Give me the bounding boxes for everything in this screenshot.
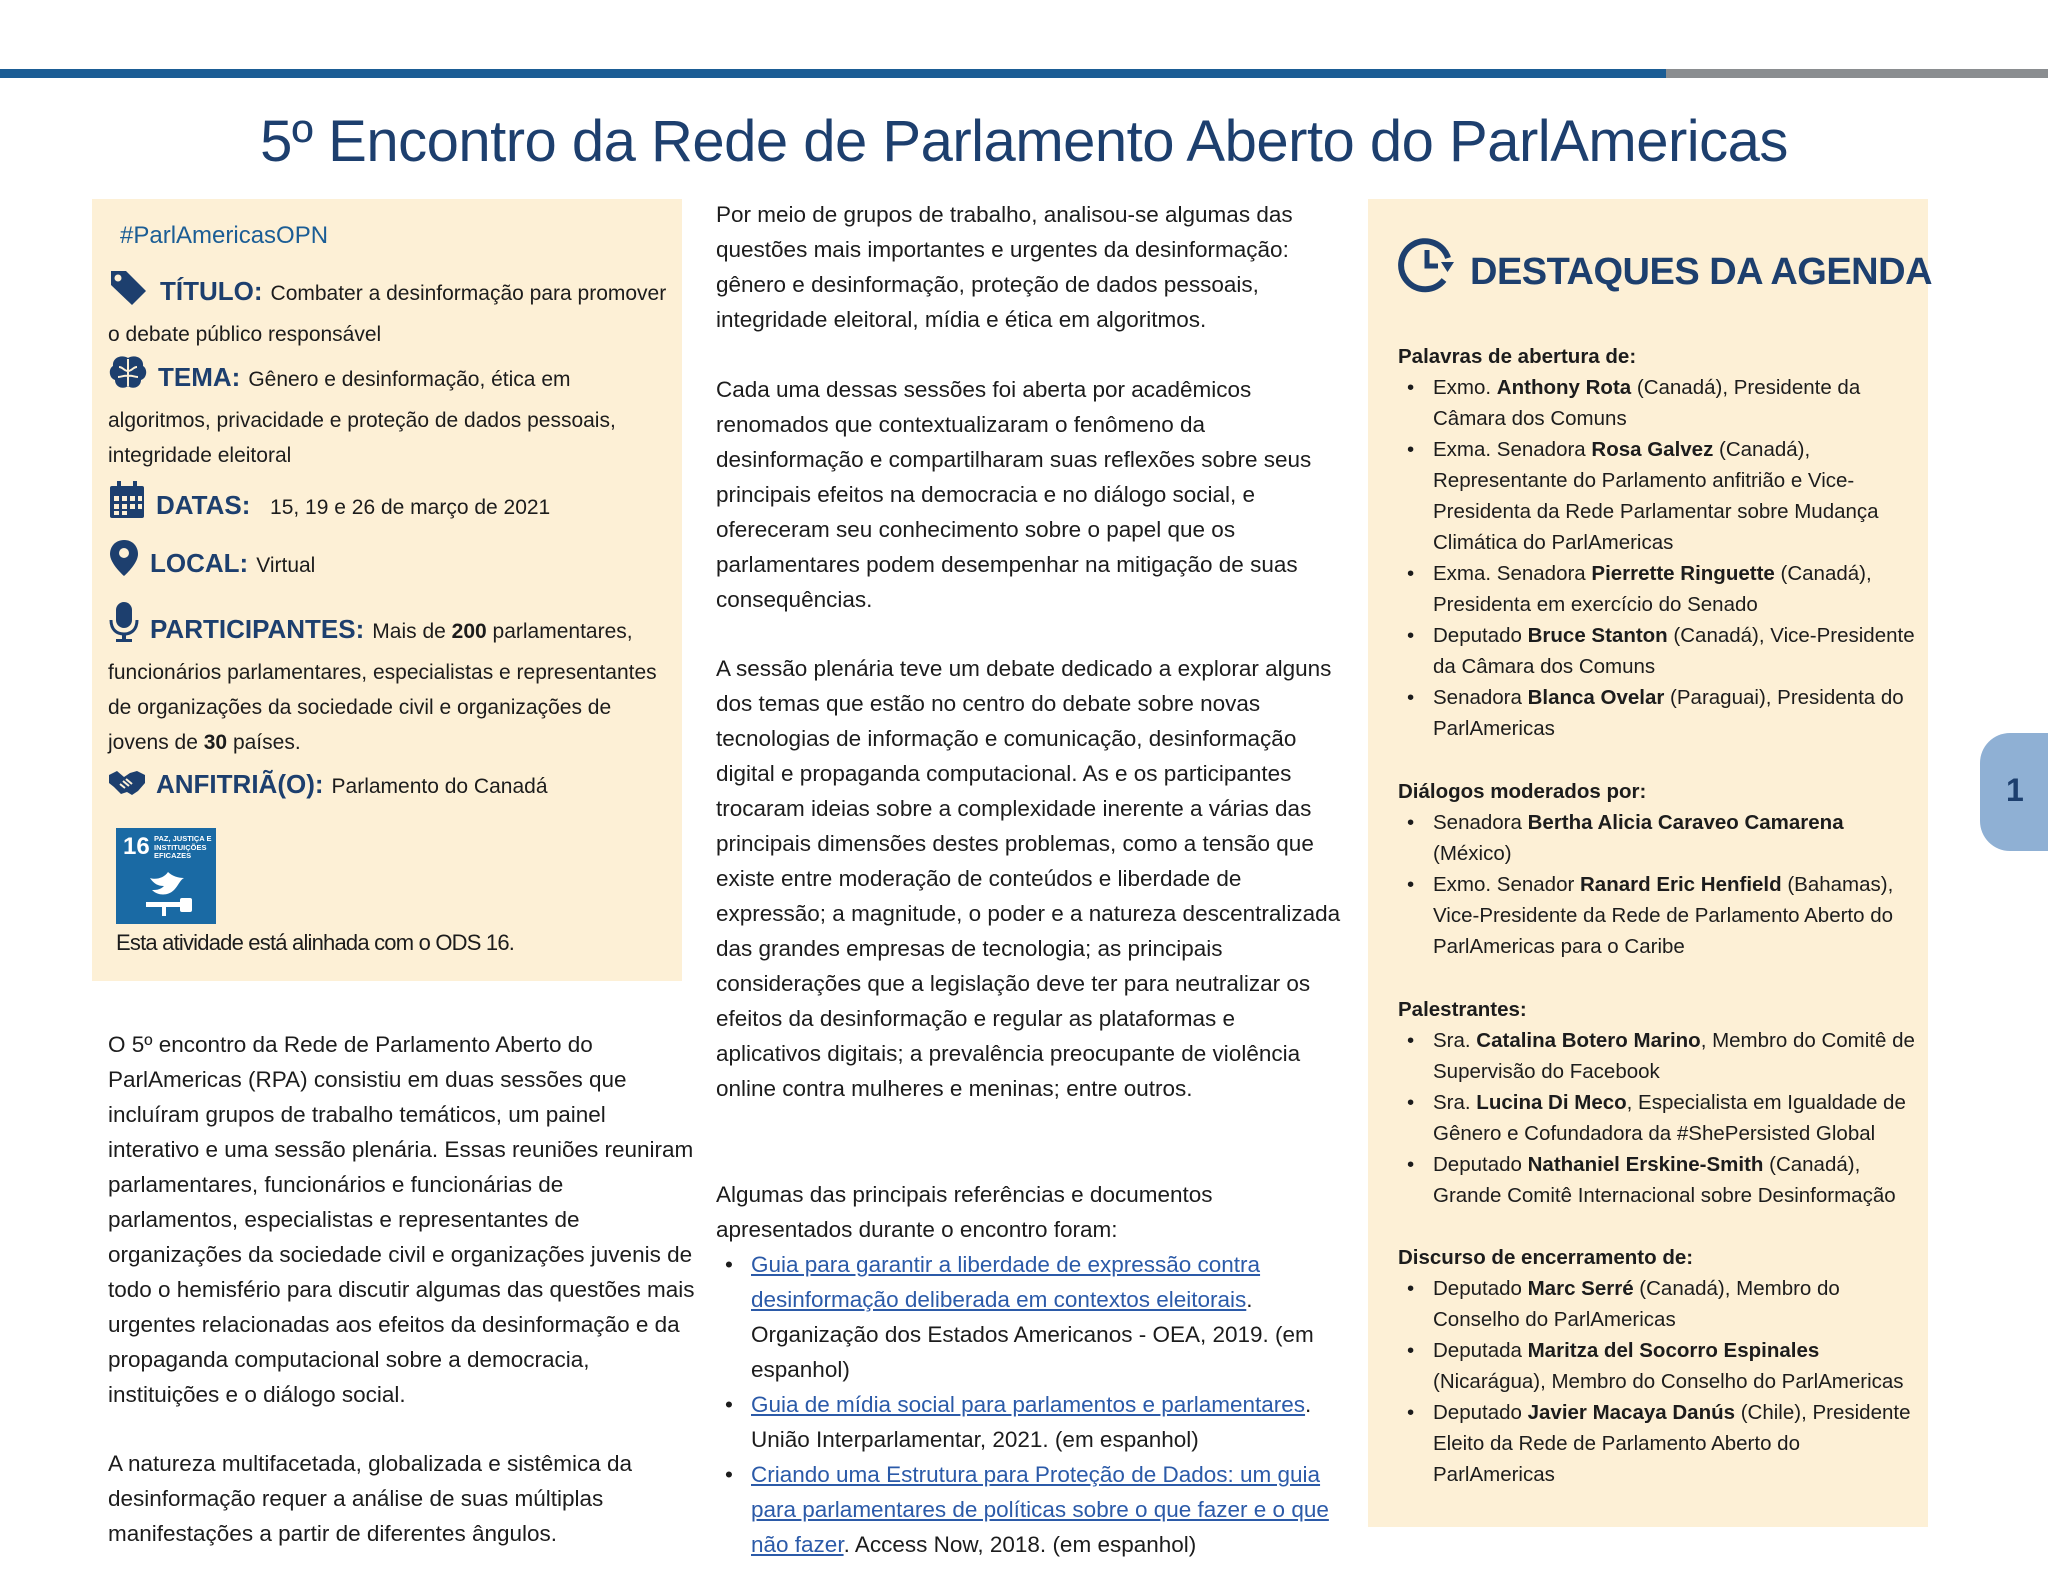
agenda-title-text: DESTAQUES DA AGENDA xyxy=(1470,251,1933,293)
peace-dove-gavel-icon xyxy=(138,868,198,918)
sdg-caption: Esta atividade está alinhada com o ODS 16. xyxy=(116,930,515,955)
info-participantes xyxy=(108,600,668,760)
agenda-heading-palestrantes: Palestrantes: xyxy=(1398,998,1527,1021)
agenda-encerramento xyxy=(1398,1242,1918,1490)
reference-link-access-now[interactable]: Criando uma Estrutura para Proteção de Dados: um guia para parlamentares de políticas sobre o que fazer e o que não fazer xyxy=(751,1462,1329,1557)
titulo-label: TÍTULO: xyxy=(160,276,263,306)
info-anfitria xyxy=(108,767,668,810)
info-titulo xyxy=(108,268,668,352)
info-local xyxy=(108,538,668,589)
speaker-name: Bertha Alicia Caraveo Camarena xyxy=(1527,811,1844,834)
agenda-dialogos xyxy=(1398,776,1918,962)
titulo-value: Combater a desinformação para promover o debate público responsável xyxy=(108,282,667,346)
speaker-item: • Senadora Blanca Ovelar (Paraguai), Presidenta do ParlAmericas xyxy=(1398,682,1918,744)
sdg-text: PAZ, JUSTIÇA E INSTITUIÇÕES EFICAZES xyxy=(154,834,212,860)
participantes-text-a: Mais de xyxy=(372,620,446,643)
speaker-item: • Senadora Bertha Alicia Caraveo Camarena (México) xyxy=(1398,807,1918,869)
anfitria-label: ANFITRIÃ(O): xyxy=(156,769,324,799)
mid-paragraph-1: Por meio de grupos de trabalho, analisou-se algumas das questões mais importantes e urgentes da desinformação: gênero e desinformação, proteção de dados pessoais, integridade eleitoral, mídia e ética em algoritmos. xyxy=(716,202,1293,332)
speaker-name: Javier Macaya Danús xyxy=(1527,1401,1736,1424)
local-label: LOCAL: xyxy=(150,548,249,578)
top-rule-grey xyxy=(1666,69,2048,78)
agenda-heading-encerramento: Discurso de encerramento de: xyxy=(1398,1246,1694,1269)
reference-link-uip[interactable]: Guia de mídia social para parlamentos e parlamentares xyxy=(751,1392,1306,1417)
anfitria-value: Parlamento do Canadá xyxy=(331,775,548,798)
speaker-name: Bruce Stanton xyxy=(1527,624,1668,647)
info-tema xyxy=(108,354,668,473)
page-title: 5º Encontro da Rede de Parlamento Aberto do ParlAmericas xyxy=(260,109,1788,174)
left-paragraph-1: O 5º encontro da Rede de Parlamento Aberto do ParlAmericas (RPA) consistiu em duas sessões que incluíram grupos de trabalho temáticos, um painel interativo e uma sessão plenária. Essas reuniões reuniram parlamentares, funcionários e funcionárias de parlamentos, especialistas e representantes de organizações da sociedade civil e organizações juvenis de todo o hemisfério para discutir algumas das questões mais urgentes relacionadas aos efeitos da desinformação e da propaganda computacional sobre a democracia, instituições e o diálogo social. xyxy=(108,1032,695,1407)
info-datas xyxy=(108,480,668,531)
speaker-item: • Deputado Javier Macaya Danús (Chile), Presidente Eleito da Rede de Parlamento Aberto do ParlAmericas xyxy=(1398,1397,1918,1490)
location-pin-icon xyxy=(108,538,140,589)
event-hashtag: #ParlAmericasOPN xyxy=(120,222,329,249)
reference-item xyxy=(716,1387,1346,1457)
participantes-text-c: países. xyxy=(232,731,301,754)
tag-icon xyxy=(108,268,150,317)
reference-item xyxy=(716,1247,1346,1387)
speaker-item: • Deputado Nathaniel Erskine-Smith (Canadá), Grande Comitê Internacional sobre Desinformação xyxy=(1398,1149,1918,1211)
top-rule-blue xyxy=(0,69,1666,78)
agenda-heading-abertura: Palavras de abertura de: xyxy=(1398,345,1637,368)
reference-link-oea[interactable]: Guia para garantir a liberdade de expressão contra desinformação deliberada em contextos eleitorais xyxy=(751,1252,1261,1312)
microphone-icon xyxy=(108,600,140,655)
speaker-item: • Exma. Senadora Pierrette Ringuette (Canadá), Presidenta em exercício do Senado xyxy=(1398,558,1918,620)
sdg-16-badge xyxy=(116,828,216,924)
agenda-abertura xyxy=(1398,341,1918,744)
speaker-item: • Sra. Catalina Botero Marino, Membro do Comitê de Supervisão do Facebook xyxy=(1398,1025,1918,1087)
participantes-count-paises: 30 xyxy=(203,731,228,754)
tema-value: Gênero e desinformação, ética em algoritmos, privacidade e proteção de dados pessoais, integridade eleitoral xyxy=(108,368,616,467)
speaker-item: • Sra. Lucina Di Meco, Especialista em Igualdade de Gênero e Cofundadora da #ShePersisted Global xyxy=(1398,1087,1918,1149)
speaker-item: • Deputado Marc Serré (Canadá), Membro do Conselho do ParlAmericas xyxy=(1398,1273,1918,1335)
reference-source: . Access Now, 2018. (em espanhol) xyxy=(843,1532,1197,1557)
mid-paragraph-2: Cada uma dessas sessões foi aberta por acadêmicos renomados que contextualizaram o fenômeno da desinformação e compartilharam suas reflexões sobre seus principais efeitos na democracia e no diálogo social, e ofereceram seu conhecimento sobre o papel que os parlamentares podem desempenhar na mitigação de suas consequências. xyxy=(716,377,1312,612)
local-value: Virtual xyxy=(256,554,316,577)
clock-arrow-icon xyxy=(1398,236,1458,304)
speaker-name: Ranard Eric Henfield xyxy=(1580,873,1782,896)
speaker-name: Catalina Botero Marino xyxy=(1476,1029,1701,1052)
references-list xyxy=(716,1247,1346,1562)
reference-source: . União Interparlamentar, 2021. (em espanhol) xyxy=(751,1392,1312,1452)
speaker-name: Rosa Galvez xyxy=(1591,438,1714,461)
participantes-label: PARTICIPANTES: xyxy=(150,614,365,644)
speaker-item: • Exma. Senadora Rosa Galvez (Canadá), Representante do Parlamento anfitrião e Vice-Presidenta da Rede Parlamentar sobre Mudança Climática do ParlAmericas xyxy=(1398,434,1918,558)
reference-item xyxy=(716,1457,1346,1562)
datas-label: DATAS: xyxy=(156,490,251,520)
left-paragraph-2: A natureza multifacetada, globalizada e sistêmica da desinformação requer a análise de suas múltiplas manifestações a partir de diferentes ângulos. xyxy=(108,1451,633,1546)
brain-icon xyxy=(108,354,148,403)
speaker-name: Maritza del Socorro Espinales xyxy=(1527,1339,1820,1362)
sdg-number: 16 xyxy=(123,833,150,860)
calendar-icon xyxy=(108,480,146,531)
participantes-count-parlamentares: 200 xyxy=(451,620,487,643)
speaker-item: • Deputada Maritza del Socorro Espinales (Nicarágua), Membro do Conselho do ParlAmericas xyxy=(1398,1335,1918,1397)
agenda-heading-dialogos: Diálogos moderados por: xyxy=(1398,780,1647,803)
reference-source: . Organização dos Estados Americanos - OEA, 2019. (em espanhol) xyxy=(751,1287,1314,1382)
datas-value: 15, 19 e 26 de março de 2021 xyxy=(270,496,551,519)
agenda-palestrantes xyxy=(1398,994,1918,1211)
mid-paragraph-3: A sessão plenária teve um debate dedicado a explorar alguns dos temas que estão no centro do debate sobre novas tecnologias de informação e comunicação, desinformação digital e propaganda computacional. As e os participantes trocaram ideias sobre a complexidade inerente a várias das principais dimensões destes problemas, como a tensão que existe entre moderação de conteúdos e liberdade de expressão; a magnitude, o poder e a natureza descentralizada das grandes empresas de tecnologia; as principais considerações que a legislação deve ter para neutralizar os efeitos da desinformação e regular as plataformas e aplicativos digitais; a prevalência preocupante de violência online contra mulheres e meninas; entre outros. xyxy=(716,656,1341,1101)
participantes-text-b: parlamentares, funcionários parlamentares, especialistas e representantes de organizações da sociedade civil e organizações de jovens de xyxy=(108,620,657,754)
page-number: 1 xyxy=(2006,772,2024,808)
speaker-name: Anthony Rota xyxy=(1496,376,1632,399)
agenda-title xyxy=(1398,236,1932,304)
handshake-icon xyxy=(108,767,146,810)
speaker-name: Blanca Ovelar xyxy=(1527,686,1665,709)
speaker-name: Marc Serré xyxy=(1527,1277,1634,1300)
speaker-item: • Exmo. Senador Ranard Eric Henfield (Bahamas), Vice-Presidente da Rede de Parlamento Aberto do ParlAmericas para o Caribe xyxy=(1398,869,1918,962)
speaker-name: Nathaniel Erskine-Smith xyxy=(1527,1153,1764,1176)
speaker-name: Lucina Di Meco xyxy=(1476,1091,1627,1114)
speaker-item: • Exmo. Anthony Rota (Canadá), Presidente da Câmara dos Comuns xyxy=(1398,372,1918,434)
tema-label: TEMA: xyxy=(158,362,241,392)
mid-paragraph-4: Algumas das principais referências e documentos apresentados durante o encontro foram: xyxy=(716,1182,1213,1242)
speaker-name: Pierrette Ringuette xyxy=(1591,562,1775,585)
speaker-item: • Deputado Bruce Stanton (Canadá), Vice-Presidente da Câmara dos Comuns xyxy=(1398,620,1918,682)
